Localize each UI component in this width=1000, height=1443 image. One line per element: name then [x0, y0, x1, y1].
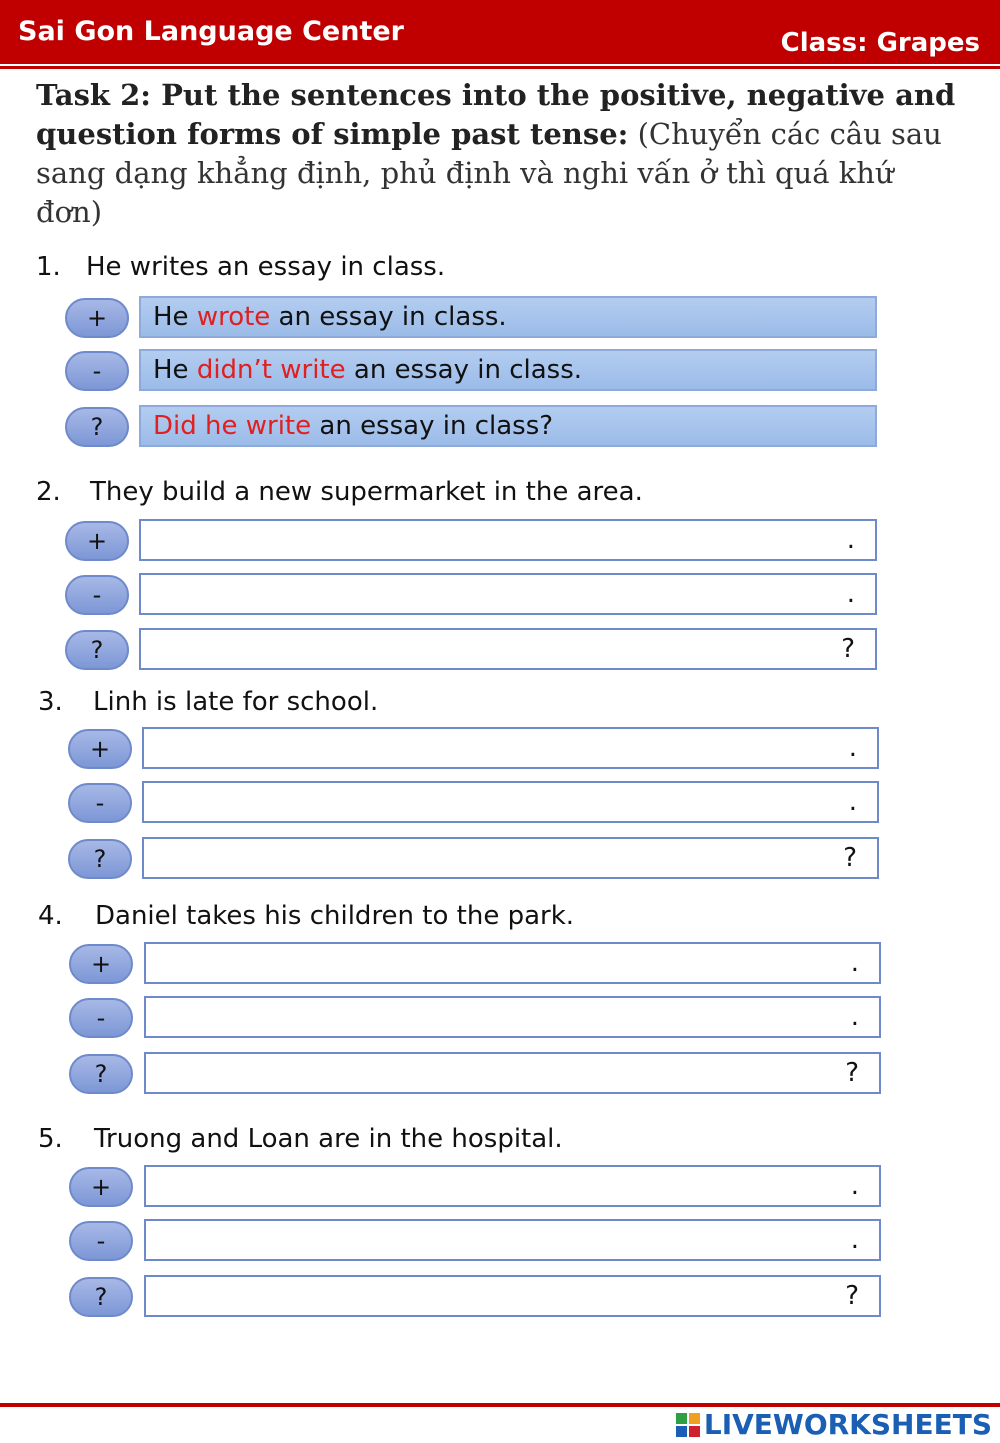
- plus-badge: +: [65, 521, 129, 561]
- question-badge: ?: [69, 1054, 133, 1094]
- question-badge: ?: [69, 1277, 133, 1317]
- answer-input-positive[interactable]: [142, 727, 879, 769]
- question-5: [38, 1124, 563, 1154]
- answer-input-positive[interactable]: [144, 1165, 881, 1207]
- example-text: an essay in class?: [311, 411, 554, 441]
- answer-input-negative[interactable]: [144, 996, 881, 1038]
- liveworksheets-logo[interactable]: [676, 1408, 992, 1441]
- sentence-end-mark: .: [850, 948, 859, 978]
- answer-input-question[interactable]: [144, 1275, 881, 1317]
- answer-row-negative: [69, 996, 882, 1038]
- answer-row-question: [69, 1052, 882, 1094]
- example-text: He: [153, 355, 197, 385]
- answer-row-negative: [65, 573, 877, 615]
- sentence-end-mark: .: [846, 525, 855, 555]
- answer-row-question: [69, 1275, 882, 1317]
- answer-row-positive: [65, 519, 877, 561]
- question-3: [38, 687, 378, 717]
- example-positive: [139, 296, 877, 338]
- class-name: Class: Grapes: [780, 28, 980, 58]
- logo-text: LIVEWORKSHEETS: [703, 1408, 992, 1441]
- answer-row-question: [65, 405, 877, 447]
- answer-row-positive: [65, 296, 877, 338]
- answer-row-negative: [65, 349, 877, 391]
- question-number: 3.: [38, 687, 63, 717]
- question-number: 2.: [36, 477, 61, 507]
- example-negative: [139, 349, 877, 391]
- answer-row-question: [65, 628, 877, 670]
- answer-row-positive: [69, 942, 882, 984]
- answer-input-question[interactable]: [144, 1052, 881, 1094]
- sentence-end-mark: ?: [845, 1058, 859, 1088]
- answer-input-question[interactable]: [142, 837, 879, 879]
- plus-badge: +: [69, 944, 133, 984]
- answer-input-question[interactable]: [139, 628, 877, 670]
- answer-row-positive: [68, 727, 880, 769]
- minus-badge: -: [68, 783, 132, 823]
- question-1: [36, 252, 445, 282]
- answer-row-positive: [69, 1165, 882, 1207]
- sentence-end-mark: .: [848, 733, 857, 763]
- plus-badge: +: [69, 1167, 133, 1207]
- example-verb: didn’t write: [196, 355, 346, 385]
- example-question: [139, 405, 877, 447]
- header-divider: [0, 66, 1000, 69]
- answer-input-negative[interactable]: [139, 573, 877, 615]
- sentence-end-mark: ?: [845, 1281, 859, 1311]
- plus-badge: +: [68, 729, 132, 769]
- question-badge: ?: [65, 630, 129, 670]
- minus-badge: -: [65, 575, 129, 615]
- answer-input-negative[interactable]: [144, 1219, 881, 1261]
- center-name: Sai Gon Language Center: [18, 16, 404, 47]
- sentence-end-mark: .: [850, 1171, 859, 1201]
- header-bar: [0, 0, 1000, 64]
- answer-input-negative[interactable]: [142, 781, 879, 823]
- example-verb: Did he write: [153, 411, 312, 441]
- question-number: 1.: [36, 252, 61, 282]
- task-title: Task 2: Put the sentences into the positive, negative and question forms of simple past tense:: [36, 78, 956, 151]
- sentence-end-mark: ?: [843, 843, 857, 873]
- answer-row-question: [68, 837, 880, 879]
- answer-row-negative: [68, 781, 880, 823]
- answer-input-positive[interactable]: [139, 519, 877, 561]
- answer-input-positive[interactable]: [144, 942, 881, 984]
- task-instructions: [36, 76, 966, 232]
- sentence-end-mark: .: [846, 579, 855, 609]
- question-text: Linh is late for school.: [93, 687, 379, 717]
- example-text: an essay in class.: [345, 355, 583, 385]
- sentence-end-mark: .: [850, 1002, 859, 1032]
- minus-badge: -: [69, 1221, 133, 1261]
- logo-icon: [676, 1413, 700, 1437]
- minus-badge: -: [65, 351, 129, 391]
- example-text: He: [153, 302, 197, 332]
- sentence-end-mark: .: [850, 1225, 859, 1255]
- answer-row-negative: [69, 1219, 882, 1261]
- question-badge: ?: [68, 839, 132, 879]
- example-verb: wrote: [196, 302, 271, 332]
- sentence-end-mark: .: [848, 787, 857, 817]
- question-number: 4.: [38, 901, 63, 931]
- question-number: 5.: [38, 1124, 63, 1154]
- plus-badge: +: [65, 298, 129, 338]
- footer-divider: [0, 1403, 1000, 1407]
- question-2: [36, 477, 643, 507]
- question-text: He writes an essay in class.: [86, 252, 446, 282]
- question-4: [38, 901, 574, 931]
- task-note: (Chuyển các câu sau sang dạng khẳng định, phủ định và nghi vấn ở thì quá khứ đơn): [36, 117, 942, 229]
- minus-badge: -: [69, 998, 133, 1038]
- example-text: an essay in class.: [270, 302, 507, 332]
- question-text: Truong and Loan are in the hospital.: [94, 1124, 563, 1154]
- sentence-end-mark: ?: [841, 634, 855, 664]
- question-text: They build a new supermarket in the area.: [90, 477, 643, 507]
- question-text: Daniel takes his children to the park.: [95, 901, 575, 931]
- question-badge: ?: [65, 407, 129, 447]
